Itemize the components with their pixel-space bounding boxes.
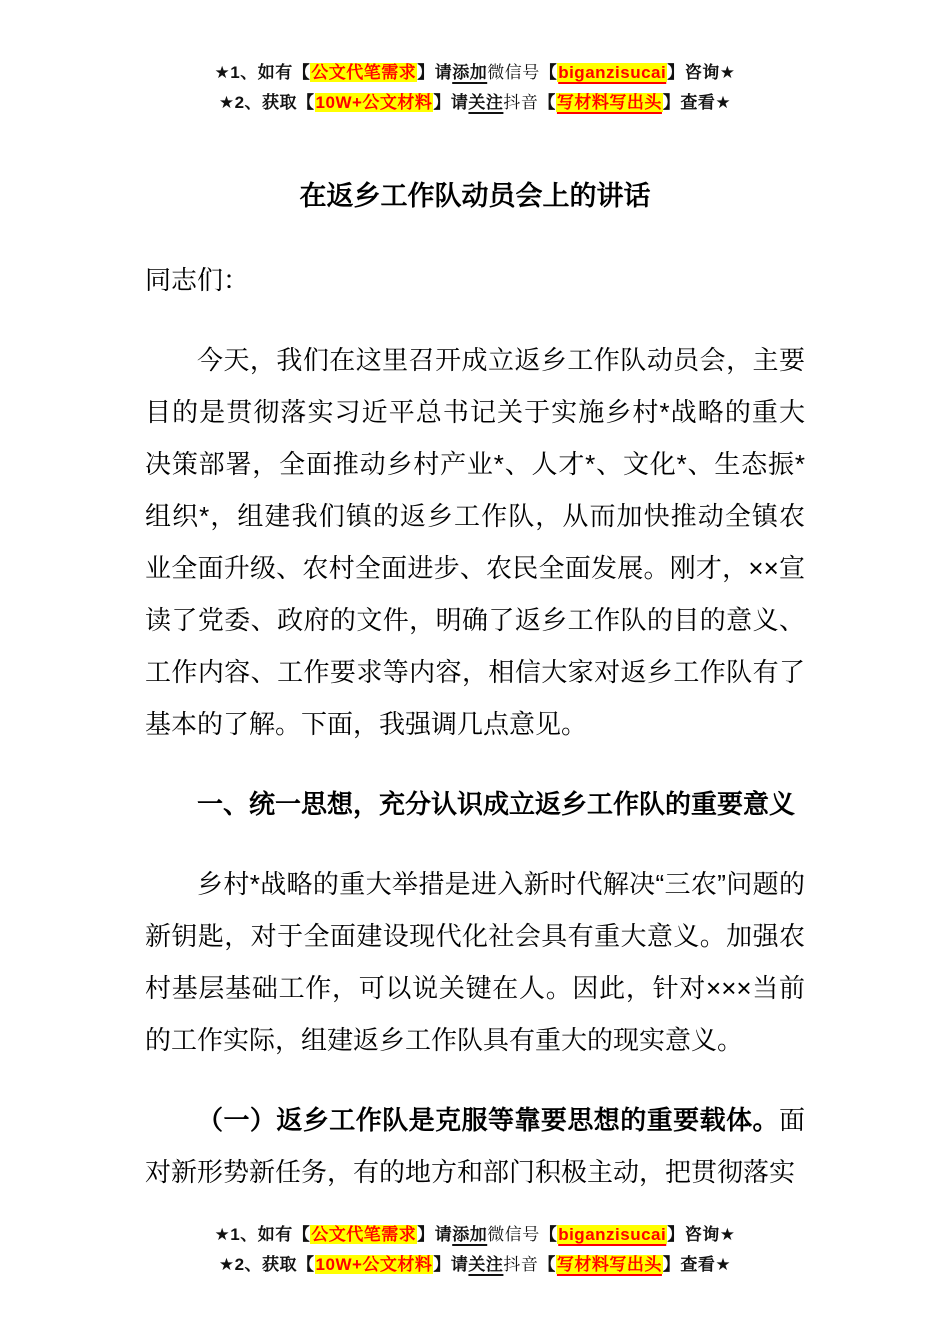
banner-star-prefix: ★2、获取【 — [218, 93, 315, 112]
paragraph-opening: 今天，我们在这里召开成立返乡工作队动员会，主要目的是贯彻落实习近平总书记关于实施乡村*战略的重大决策部署，全面推动乡村产业*、人才*、文化*、生态振*组织*，组建我们镇的返乡工作队，从而加快推动全镇农业全面升级、农村全面进步、农民全面发展。刚才，××宣读了党委、政府的文件，明确了返乡工作队的目的意义、工作内容、工作要求等内容，相信大家对返乡工作队有了基本的了解。下面，我强调几点意见。 — [145, 345, 805, 739]
banner-star-prefix: ★1、如有【 — [214, 63, 311, 82]
banner-highlight-douyin-id: 写材料写出头 — [556, 93, 662, 112]
document-title: 在返乡工作队动员会上的讲话 — [299, 181, 651, 211]
banner-highlight-materials: 10W+公文材料 — [315, 1255, 433, 1274]
banner-text: 【 — [538, 1255, 556, 1274]
paragraph-subsection-1 — [145, 1094, 805, 1198]
promo-banner-line-2 — [0, 88, 950, 118]
banner-text: 微信号 — [487, 1225, 540, 1244]
banner-star-prefix: ★1、如有【 — [214, 1225, 311, 1244]
banner-text: 】请 — [433, 1255, 469, 1274]
subsection-1-heading: （一）返乡工作队是克服等靠要思想的重要载体。 — [197, 1105, 779, 1135]
banner-star-suffix: 】查看★ — [662, 1255, 732, 1274]
banner-highlight-douyin-id: 写材料写出头 — [556, 1255, 662, 1274]
banner-underline-action: 添加 — [452, 1225, 488, 1244]
banner-star-suffix: 】咨询★ — [667, 63, 736, 82]
banner-text: 微信号 — [487, 63, 540, 82]
paragraph-section-1: 乡村*战略的重大举措是进入新时代解决“三农”问题的新钥匙，对于全面建设现代化社会具有重大意义。加强农村基层基础工作，可以说关键在人。因此，针对×××当前的工作实际，组建返乡工作队具有重大的现实意义。 — [145, 869, 805, 1055]
banner-highlight-service: 公文代笔需求 — [311, 63, 417, 82]
promo-banner-line-1 — [0, 58, 950, 88]
banner-star-suffix: 】咨询★ — [667, 1225, 736, 1244]
promo-banner-top — [0, 0, 950, 118]
banner-highlight-service: 公文代笔需求 — [311, 1225, 417, 1244]
banner-text: 【 — [539, 1225, 558, 1244]
section-heading-1: 一、统一思想，充分认识成立返乡工作队的重要意义 — [197, 789, 796, 819]
banner-text: 抖音 — [503, 1255, 539, 1274]
banner-underline-action: 关注 — [468, 93, 504, 112]
banner-text: 抖音 — [503, 93, 539, 112]
subsection-1-text: 面对新形势新任务，有的地方和部门积极主动，把贯彻落实 — [145, 1105, 805, 1187]
salutation: 同志们： — [145, 265, 250, 295]
document-body — [145, 254, 805, 1198]
promo-banner-bottom — [0, 1220, 950, 1280]
banner-star-suffix: 】查看★ — [662, 93, 732, 112]
banner-underline-action: 关注 — [468, 1255, 504, 1274]
banner-underline-action: 添加 — [452, 63, 488, 82]
banner-text: 【 — [538, 93, 556, 112]
banner-highlight-materials: 10W+公文材料 — [315, 93, 433, 112]
banner-star-prefix: ★2、获取【 — [218, 1255, 315, 1274]
banner-highlight-wechat-id: biganzisucai — [558, 63, 667, 82]
banner-text: 】请 — [417, 63, 453, 82]
banner-text: 【 — [539, 63, 558, 82]
promo-banner-line-2 — [0, 1250, 950, 1280]
banner-text: 】请 — [433, 93, 469, 112]
banner-text: 】请 — [417, 1225, 453, 1244]
promo-banner-line-1 — [0, 1220, 950, 1250]
banner-highlight-wechat-id: biganzisucai — [558, 1225, 667, 1244]
